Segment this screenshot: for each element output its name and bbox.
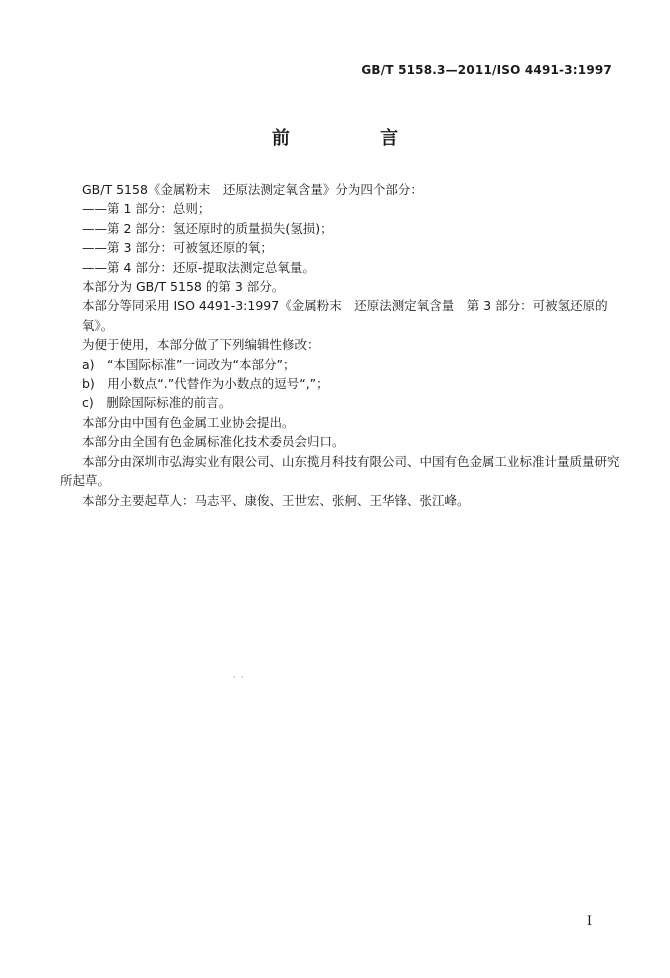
foreword-body — [60, 180, 622, 510]
paragraph-proposed-by: 本部分由中国有色金属工业协会提出。 — [82, 414, 295, 430]
paragraph-this-part: 本部分为 GB/T 5158 的第 3 部分。 — [82, 279, 285, 295]
paragraph-editorial-changes: 为便于使用，本部分做了下列编辑性修改： — [82, 337, 320, 353]
list-item-change-c: c) 删除国际标准的前言。 — [82, 395, 232, 411]
list-item-part-2: ——第 2 部分：氢还原时的质量损失(氢损)； — [82, 220, 333, 236]
paragraph-centralized-by: 本部分由全国有色金属标准化技术委员会归口。 — [82, 434, 345, 450]
list-item-part-4: ——第 4 部分：还原-提取法测定总氧量。 — [82, 259, 315, 275]
list-item-change-b: b) 用小数点“.”代替作为小数点的逗号“,”； — [82, 376, 329, 392]
paragraph-iso-adoption: 本部分等同采用 ISO 4491-3:1997《金属粉末 还原法测定氧含量 第 3 部分：可被氢还原的氧》。 — [82, 298, 608, 333]
paragraph-drafted-by-continued: 所起草。 — [60, 473, 111, 489]
page-number: I — [586, 914, 592, 929]
list-item-part-1: ——第 1 部分：总则； — [82, 201, 211, 217]
page-title: 前 言 — [271, 128, 441, 149]
paragraph-drafted-by: 本部分由深圳市弘海实业有限公司、山东揽月科技有限公司、中国有色金属工业标准计量质量研究 — [82, 453, 620, 469]
list-item-change-a: a) “本国际标准”一词改为“本部分”； — [82, 356, 296, 372]
paragraph-intro: GB/T 5158《金属粉末 还原法测定氧含量》分为四个部分： — [82, 182, 423, 197]
paragraph-drafters: 本部分主要起草人：马志平、康俊、王世宏、张舸、王华锋、张江峰。 — [82, 492, 470, 508]
standard-number: GB/T 5158.3—2011/ISO 4491-3:1997 — [361, 63, 612, 77]
list-item-part-3: ——第 3 部分：可被氢还原的氧； — [82, 240, 273, 256]
scan-speck — [233, 676, 235, 678]
scan-speck — [241, 676, 243, 678]
